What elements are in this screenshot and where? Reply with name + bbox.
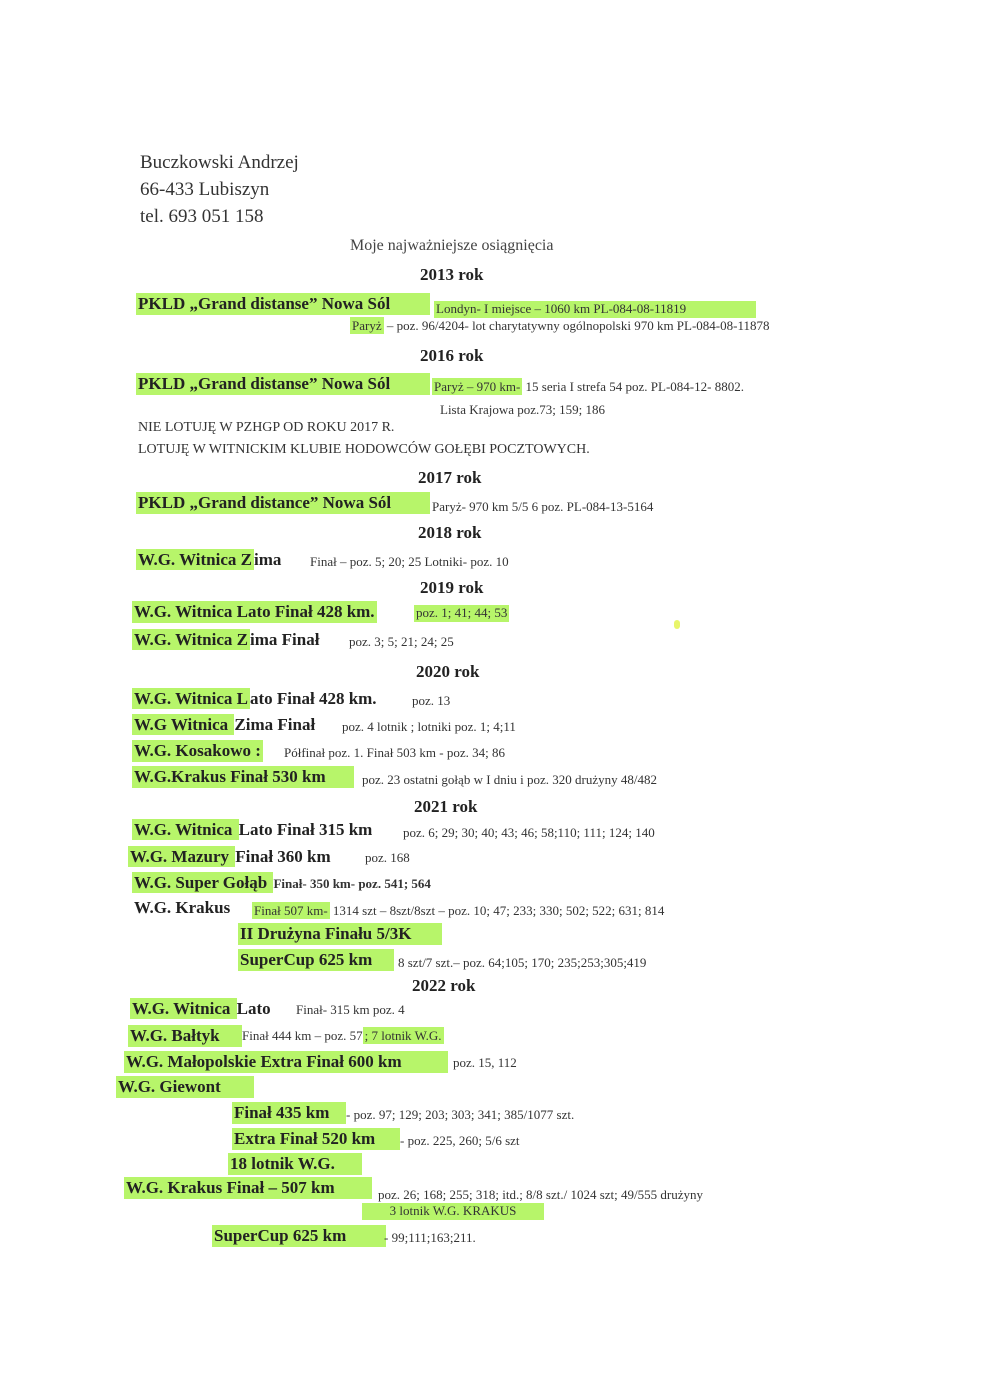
result-2016-2: Lista Krajowa poz.73; 159; 186 xyxy=(440,402,605,417)
title-2020-3: W.G. Kosakowo : xyxy=(134,741,261,760)
title-2022-7: 18 lotnik W.G. xyxy=(228,1153,362,1175)
result-2021-4: Finał 507 km- 1314 szt – 8szt/8szt – poz. 10; 47; 233; 330; 502; 522; 631; 814 xyxy=(254,903,665,918)
result-2020-3: Półfinał poz. 1. Finał 503 km - poz. 34; 86 xyxy=(284,745,505,760)
title-2022-10: SuperCup 625 km xyxy=(212,1225,386,1247)
result-2020-1: poz. 13 xyxy=(412,693,451,708)
title-2020-2: W.G Witnica Zima Finał xyxy=(134,715,316,734)
title-2021-3: W.G. Super Gołąb Finał- 350 km- poz. 541; 564 xyxy=(134,873,431,892)
result-2020-2: poz. 4 lotnik ; lotniki poz. 1; 4;11 xyxy=(342,719,516,734)
result-2021-1: poz. 6; 29; 30; 40; 43; 46; 58;110; 111; 124; 140 xyxy=(403,825,655,840)
result-2022-9: 3 lotnik W.G. KRAKUS xyxy=(362,1203,544,1220)
title-2021-2: W.G. Mazury Finał 360 km xyxy=(130,847,331,866)
result-2016-1: Paryż – 970 km- 15 seria I strefa 54 poz. PL-084-12- 8802. xyxy=(434,379,744,394)
note-line-1: NIE LOTUJĘ W PZHGP OD ROKU 2017 R. xyxy=(138,420,395,435)
document-title: Moje najważniejsze osiągnięcia xyxy=(350,237,554,254)
note-line-2: LOTUJĘ W WITNICKIM KLUBIE HODOWCÓW GOŁĘBI POCZTOWYCH. xyxy=(138,442,590,457)
title-2022-4: W.G. Giewont xyxy=(116,1076,254,1098)
title-2020-1: W.G. Witnica L ato Finał 428 km. xyxy=(134,689,377,708)
title-2021-5: II Drużyna Finału 5/3K xyxy=(238,923,442,945)
result-2020-4: poz. 23 ostatni gołąb w I dniu i poz. 320 drużyny 48/482 xyxy=(362,772,657,787)
title-2022-1: W.G. Witnica Lato xyxy=(132,999,271,1018)
title-2018-1: W.G. Witnica Z ima xyxy=(138,550,282,569)
result-2022-10: - 99;111;163;211. xyxy=(384,1230,476,1245)
title-2019-1: W.G. Witnica Lato Finał 428 km. xyxy=(134,602,375,621)
result-2021-6: 8 szt/7 szt.– poz. 64;105; 170; 235;253;305;419 xyxy=(398,955,647,970)
result-2022-2: Finał 444 km – poz. 57 ; 7 lotnik W.G. xyxy=(242,1028,442,1043)
result-2017-1: Paryż- 970 km 5/5 6 poz. PL-084-13-5164 xyxy=(432,499,654,514)
result-2019-1: poz. 1; 41; 44; 53 xyxy=(416,605,508,620)
title-2021-6: SuperCup 625 km xyxy=(238,949,394,971)
result-2022-5: - poz. 97; 129; 203; 303; 341; 385/1077 szt. xyxy=(346,1107,575,1122)
title-2021-1: W.G. Witnica Lato Finał 315 km xyxy=(134,820,373,839)
author-phone: tel. 693 051 158 xyxy=(140,206,264,227)
result-2013-2: Paryż – poz. 96/4204- lot charytatywny ogólnopolski 970 km PL-084-08-11878 xyxy=(352,318,770,333)
result-2018-1: Finał – poz. 5; 20; 25 Lotniki- poz. 10 xyxy=(310,554,509,569)
club-label-2013: PKLD „Grand distanse” Nowa Sól xyxy=(136,293,430,315)
year-heading-2020: 2020 rok xyxy=(416,662,480,681)
result-2022-1: Finał- 315 km poz. 4 xyxy=(296,1002,405,1017)
year-heading-2017: 2017 rok xyxy=(418,468,482,487)
result-2021-2: poz. 168 xyxy=(365,850,410,865)
club-label-2017: PKLD „Grand distance” Nowa Sól xyxy=(136,492,430,514)
year-heading-2022: 2022 rok xyxy=(412,976,476,995)
result-2022-8: poz. 26; 168; 255; 318; itd.; 8/8 szt./ 1024 szt; 49/555 drużyny xyxy=(378,1187,703,1202)
year-heading-2019: 2019 rok xyxy=(420,578,484,597)
result-2022-6: - poz. 225, 260; 5/6 szt xyxy=(400,1133,520,1148)
result-2022-3: poz. 15, 112 xyxy=(453,1055,517,1070)
title-2022-6: Extra Finał 520 km xyxy=(232,1128,400,1150)
year-heading-2013: 2013 rok xyxy=(420,265,484,284)
highlighter-mark xyxy=(674,620,680,629)
result-2013-1: Londyn- I miejsce – 1060 km PL-084-08-11819 xyxy=(434,301,756,318)
title-2022-8: W.G. Krakus Finał – 507 km xyxy=(124,1177,372,1199)
title-2019-2: W.G. Witnica Z ima Finał xyxy=(134,630,320,649)
author-name: Buczkowski Andrzej xyxy=(140,152,299,173)
title-2021-4: W.G. Krakus xyxy=(134,898,231,917)
title-2022-2: W.G. Bałtyk xyxy=(128,1025,242,1047)
title-2020-4: W.G.Krakus Finał 530 km xyxy=(132,766,354,788)
title-2022-3: W.G. Małopolskie Extra Finał 600 km xyxy=(124,1051,448,1073)
result-2019-2: poz. 3; 5; 21; 24; 25 xyxy=(349,634,454,649)
author-address: 66-433 Lubiszyn xyxy=(140,179,270,200)
year-heading-2016: 2016 rok xyxy=(420,346,484,365)
club-label-2016: PKLD „Grand distanse” Nowa Sól xyxy=(136,373,430,395)
year-heading-2021: 2021 rok xyxy=(414,797,478,816)
year-heading-2018: 2018 rok xyxy=(418,523,482,542)
title-2022-5: Finał 435 km xyxy=(232,1102,346,1124)
